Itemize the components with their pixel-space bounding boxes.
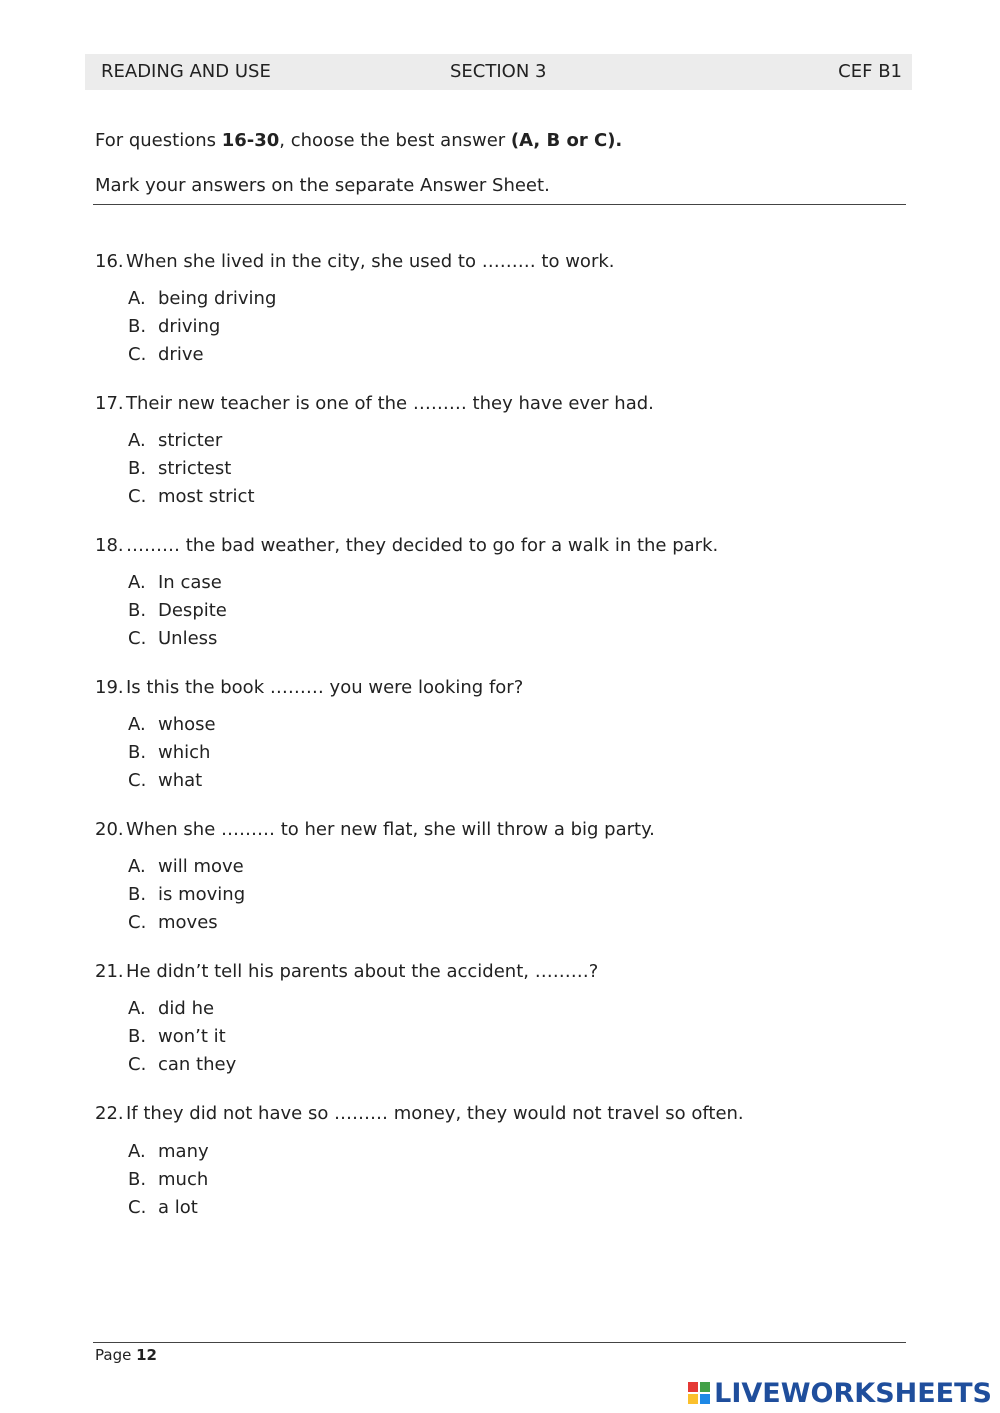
option-text: can they xyxy=(158,1054,237,1075)
option-c[interactable] xyxy=(128,909,245,937)
option-letter: C. xyxy=(128,486,147,507)
option-text: strictest xyxy=(158,458,232,479)
header-right: CEF B1 xyxy=(838,61,902,82)
option-letter: C. xyxy=(128,1197,147,1218)
question-text: Their new teacher is one of the ……… they have ever had. xyxy=(126,393,654,414)
question-22 xyxy=(95,1103,744,1124)
liveworksheets-logo-icon xyxy=(688,1382,710,1404)
question-text: When she lived in the city, she used to ……… to work. xyxy=(126,251,615,272)
option-letter: A. xyxy=(128,288,146,309)
option-text: is moving xyxy=(158,884,246,905)
option-b[interactable] xyxy=(128,597,227,625)
question-19 xyxy=(95,677,523,698)
option-letter: B. xyxy=(128,458,147,479)
option-text: whose xyxy=(158,714,216,735)
option-text: many xyxy=(158,1141,209,1162)
option-text: In case xyxy=(158,572,222,593)
option-text: moves xyxy=(158,912,218,933)
option-letter: A. xyxy=(128,1141,146,1162)
option-text: will move xyxy=(158,856,244,877)
header-center: SECTION 3 xyxy=(450,61,547,82)
option-text: which xyxy=(158,742,211,763)
option-a[interactable] xyxy=(128,711,216,739)
instructions-choices: (A, B or C). xyxy=(510,130,623,151)
option-letter: A. xyxy=(128,998,146,1019)
option-a[interactable] xyxy=(128,427,255,455)
option-b[interactable] xyxy=(128,739,216,767)
option-letter: C. xyxy=(128,912,147,933)
question-text: If they did not have so ……… money, they would not travel so often. xyxy=(126,1103,744,1124)
instructions-line-1 xyxy=(95,130,622,151)
option-a[interactable] xyxy=(128,995,236,1023)
page-number: 12 xyxy=(136,1346,157,1364)
option-letter: B. xyxy=(128,884,147,905)
instructions-divider xyxy=(93,204,906,205)
option-text: driving xyxy=(158,316,221,337)
option-text: Unless xyxy=(158,628,218,649)
option-c[interactable] xyxy=(128,483,255,511)
option-a[interactable] xyxy=(128,569,227,597)
question-text: He didn’t tell his parents about the accident, ………? xyxy=(126,961,599,982)
question-20 xyxy=(95,819,655,840)
question-text: Is this the book ……… you were looking for? xyxy=(126,677,524,698)
option-text: drive xyxy=(158,344,204,365)
question-number: 16. xyxy=(95,251,124,272)
option-letter: B. xyxy=(128,600,147,621)
question-21 xyxy=(95,961,598,982)
question-number: 17. xyxy=(95,393,124,414)
option-letter: A. xyxy=(128,714,146,735)
option-letter: B. xyxy=(128,742,147,763)
instructions-line-2: Mark your answers on the separate Answer Sheet. xyxy=(95,175,550,196)
header-left: READING AND USE xyxy=(101,61,271,82)
option-b[interactable] xyxy=(128,313,276,341)
option-letter: C. xyxy=(128,628,147,649)
question-number: 19. xyxy=(95,677,124,698)
option-a[interactable] xyxy=(128,853,245,881)
option-text: much xyxy=(158,1169,209,1190)
option-text: what xyxy=(158,770,203,791)
option-c[interactable] xyxy=(128,767,216,795)
option-c[interactable] xyxy=(128,1051,236,1079)
brand-name: LIVEWORKSHEETS xyxy=(714,1377,992,1409)
option-text: won’t it xyxy=(158,1026,226,1047)
option-c[interactable] xyxy=(128,625,227,653)
option-b[interactable] xyxy=(128,1023,236,1051)
option-b[interactable] xyxy=(128,455,255,483)
option-text: did he xyxy=(158,998,215,1019)
options-18 xyxy=(128,569,227,653)
page-label: Page xyxy=(95,1346,137,1364)
options-17 xyxy=(128,427,255,511)
question-text: When she ……… to her new flat, she will throw a big party. xyxy=(126,819,655,840)
question-number: 18. xyxy=(95,535,124,556)
option-b[interactable] xyxy=(128,1166,209,1194)
option-c[interactable] xyxy=(128,341,276,369)
option-a[interactable] xyxy=(128,285,276,313)
option-letter: B. xyxy=(128,316,147,337)
option-text: a lot xyxy=(158,1197,198,1218)
option-letter: A. xyxy=(128,430,146,451)
question-17 xyxy=(95,393,654,414)
page-footer xyxy=(95,1346,157,1364)
option-letter: C. xyxy=(128,770,147,791)
option-a[interactable] xyxy=(128,1138,209,1166)
page-header xyxy=(85,54,912,90)
option-letter: B. xyxy=(128,1026,147,1047)
question-text: ……… the bad weather, they decided to go for a walk in the park. xyxy=(126,535,719,556)
options-22 xyxy=(128,1138,209,1222)
option-text: being driving xyxy=(158,288,277,309)
option-text: stricter xyxy=(158,430,223,451)
instructions-prefix: For questions xyxy=(95,130,222,151)
option-b[interactable] xyxy=(128,881,245,909)
option-text: Despite xyxy=(158,600,227,621)
question-number: 22. xyxy=(95,1103,124,1124)
options-21 xyxy=(128,995,236,1079)
option-letter: B. xyxy=(128,1169,147,1190)
option-c[interactable] xyxy=(128,1194,209,1222)
liveworksheets-brand[interactable] xyxy=(688,1375,992,1411)
options-19 xyxy=(128,711,216,795)
question-number: 20. xyxy=(95,819,124,840)
option-letter: A. xyxy=(128,856,146,877)
footer-divider xyxy=(93,1342,906,1343)
options-20 xyxy=(128,853,245,937)
question-16 xyxy=(95,251,615,272)
option-letter: C. xyxy=(128,1054,147,1075)
options-16 xyxy=(128,285,276,369)
option-letter: C. xyxy=(128,344,147,365)
instructions-range: 16-30 xyxy=(221,130,280,151)
question-number: 21. xyxy=(95,961,124,982)
option-text: most strict xyxy=(158,486,255,507)
option-letter: A. xyxy=(128,572,146,593)
question-18 xyxy=(95,535,718,556)
instructions-middle: , choose the best answer xyxy=(279,130,511,151)
